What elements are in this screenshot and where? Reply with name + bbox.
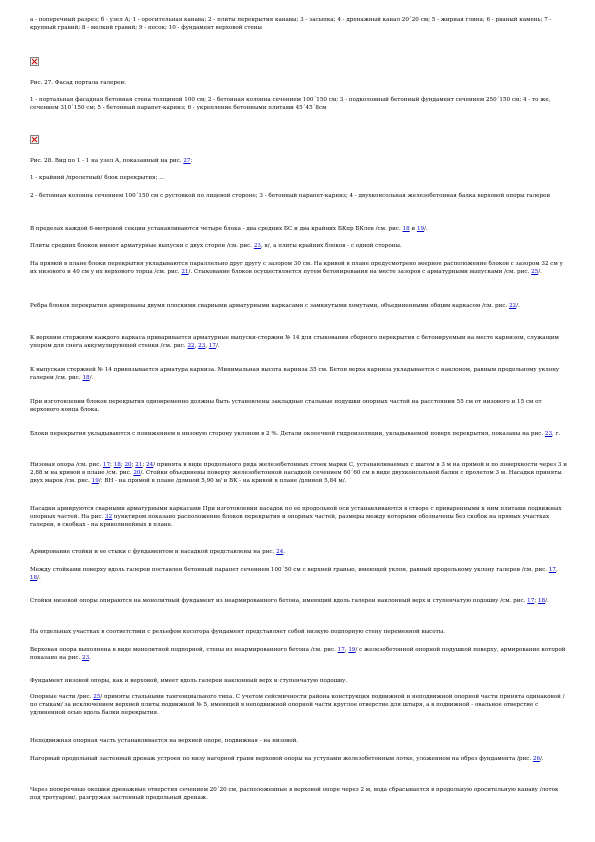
broken-image-icon (30, 57, 39, 66)
figure-reference-link[interactable]: 22 (187, 343, 195, 349)
figure-reference-link[interactable]: 20 (124, 462, 132, 468)
paragraph (30, 566, 570, 582)
figure-reference-link[interactable]: 18 (113, 462, 121, 468)
paragraph-text: , (344, 647, 349, 653)
figure-reference-link[interactable]: 24 (146, 462, 154, 468)
figure-reference-link[interactable]: 25 (531, 269, 539, 275)
paragraph (30, 302, 570, 310)
paragraph-text: Стойки низовой опоры опираются на монолитный фундамент из неармированного бетона, имеющий вдоль галереи наклонный верх и ступенчатую подошву /см. рис. (30, 598, 528, 604)
figure-reference-link[interactable]: 17 (102, 462, 111, 468)
paragraph-text: Верховая опора выполнена в виде монолитной подпорной, стены из неармированного бетона /см. рис. (30, 647, 338, 653)
paragraph-text: На отдельных участках в соответствии с рельефом косогора фундамент представляет собой низкую подпорную стену переменной высоты. (30, 629, 445, 635)
paragraph-text: При изготовлении блоков перекрытия одновременно должны быть установлены закладные стальные подушки опорных частей на расстоянии 55 см от низового и 15 см от верхового конца блока. (30, 399, 542, 413)
figure-reference-link[interactable]: 21 (135, 462, 143, 468)
paragraph-text: / принята в виде продольного ряда железобетонных стоек марки С, устанавливаемых с шагом в 3 м на прямой и по поверхности через 3 и 2,88 м на кривой в плане /см. рис. (30, 462, 567, 476)
figure-reference-link[interactable]: 17 (548, 567, 556, 573)
paragraph (30, 16, 570, 32)
paragraph (30, 693, 570, 717)
paragraph-text: Блоки перекрытия укладываются с понижением в низовую сторону уклоном в 2 %. Детали оклеечной гидроизоляции, укладываемой поверх перекрытия, показаны на рис. (30, 431, 545, 437)
paragraph-text: Опорные части /рис. (30, 694, 94, 700)
figure-reference-link[interactable]: 25 (93, 694, 101, 700)
paragraph (30, 260, 570, 276)
paragraph-text: /. Стойки объединены поверху железобетонной насадкой сечением 60´60 см в виде двухконсольной балки с пролетом 3 м. Насадки приняты двух марок /см. рис. (30, 470, 562, 484)
paragraph (30, 461, 570, 485)
figure-reference-link[interactable]: 22 (508, 303, 517, 309)
paragraph-text: / с железобетонной опорной подушкой поверху, армирование которой показано на рис. (30, 647, 566, 661)
paragraph-text: : (190, 158, 193, 164)
paragraph-text: /. Стыкование блоков осуществляется путем бетонирования на месте зазоров с арматурными выпусками /см. рис. (188, 269, 532, 275)
paragraph-text: ; (131, 462, 136, 468)
figure-reference-link[interactable]: 17 (337, 647, 345, 653)
paragraph-text: 1 - портальная фасадная бетонная стена толщиной 100 см; 2 - бетонная колонна сечением 100´150 см; 3 - подколонный бетонный фундамент сечением 250´150 см; 4 - то же, сечением 310´150 см; 5 - бетонный парапет-карниз; 6 - укрепление бетонными плитами 45´45´8см (30, 97, 551, 111)
figure-reference-link[interactable]: 18 (82, 375, 90, 381)
paragraph-text: ; (534, 598, 538, 604)
figure-reference-link[interactable]: 18 (537, 598, 546, 604)
paragraph-text: ; (120, 462, 125, 468)
paragraph-text: , (194, 343, 199, 349)
paragraph-text: К выпускам стержней № 14 привязывается арматура карниза. Минимальная высота карниза 35 см. Бетон верха карниза укладывается с наклоном, равным продольному уклону галереи /см. рис. (30, 367, 560, 381)
paragraph-text: Низовая опора /см. рис. (30, 462, 103, 468)
paragraph-text: Ребра блоков перекрытия армированы двумя плоскими сварными арматурными каркасами с замкнутыми хомутами, объединенными общим каркасом /см. рис. (30, 303, 509, 309)
paragraph (30, 398, 570, 414)
paragraph-text: пунктиром показано расположение блоков перекрытия и опорных частей, размеры между которыми обозначены без скобок на прямых участках галереи, в скобках - на криволинейных в плане. (30, 514, 550, 528)
figure-reference-link[interactable]: 19 (348, 647, 356, 653)
paragraph-text: Между стойками поверху вдоль галереи поставлен бетонный парапет сечением 100´50 см с верхней гранью, имеющей уклон, равный продольному уклону галереи /см. рис. (30, 567, 549, 573)
paragraph-text: Рис. 28. Вид по 1 - 1 на узел А, показанный на рис. (30, 158, 184, 164)
paragraph (30, 737, 570, 745)
figure-reference-link[interactable]: 27 (183, 158, 191, 164)
figure-reference-link[interactable]: 24 (276, 549, 284, 555)
paragraph-text: Насадки армируются сварными арматурными каркасами При изготовлении насадок по ее продольной оси устанавливаются в створе с приваренными к ним плитами подвижных опорных частей. На рис. (30, 506, 562, 520)
paragraph (30, 366, 570, 382)
figure-reference-link[interactable]: 21 (181, 269, 189, 275)
paragraph (30, 242, 570, 250)
paragraph-text: /. (538, 269, 542, 275)
paragraph-text: Армирование стойки и ее стыки с фундаментом и насадкой представлены на рис. (30, 549, 277, 555)
paragraph-text: /. (545, 598, 549, 604)
figure-reference-link[interactable]: 23 (253, 243, 261, 249)
paragraph (30, 334, 570, 350)
paragraph-text: /. (516, 303, 520, 309)
paragraph-text: /. (89, 375, 94, 381)
paragraph (30, 96, 570, 112)
figure-reference-link[interactable]: 32 (105, 514, 113, 520)
paragraph-text: /. (215, 343, 220, 349)
paragraph-text: /: ВН - на прямой в плане /длиной 5,90 м/ и ВК - на кривой в плане /длиной 5,84 м/. (98, 478, 347, 484)
figure-reference-link[interactable]: 19 (416, 226, 425, 232)
paragraph-text: Плиты средних блоков имеют арматурные выпуски с двух сторон /см. рис. (30, 243, 254, 249)
paragraph-text: / приняты стальными тангенциального типа. С учетом сейсмичности района конструкция подвижной и неподвижной опорной части принята одинаковой /по стыкам/ за исключением верхней плиты подвижной № 5, имеющей в неподвижной опорной части круглое отверстие для штыря, а в подвижной - овальное отверстие с удлиненной осью вдоль балки перекрытия. (30, 694, 565, 716)
figure-reference-link[interactable]: 26 (532, 756, 541, 762)
paragraph-text: ; (110, 462, 114, 468)
paragraph (30, 628, 570, 636)
paragraph (30, 225, 570, 233)
paragraph-text: На прямой в плане блоки перекрытия укладываются параллельно друг другу с зазором 30 см. На кривой в плане предусмотрено веерное расположение блоков с зазором 32 см у их низового и 40 см у их верхового торца /см. рис. (30, 261, 563, 275)
paragraph-text: 1 - крайний /пролетный/ блок перекрытия; ... (30, 175, 165, 181)
paragraph-text: ; (142, 462, 147, 468)
figure-reference-link[interactable]: 18 (402, 226, 410, 232)
paragraph (30, 505, 570, 529)
figure-reference-link[interactable]: 19 (91, 478, 99, 484)
paragraph-text: /. (37, 575, 41, 581)
paragraph (30, 677, 570, 685)
broken-image-icon (30, 135, 39, 144)
paragraph (30, 755, 570, 763)
figure-reference-link[interactable]: 23 (544, 431, 553, 437)
paragraph-text: К верхним стержням каждого каркаса приваривается арматурные выпуски-стержни № 14 для стыкования сборного перекрытия с бетонируемым на месте карнизом, служащим упором для снега аккумулирующей стенки /см. рис. (30, 335, 559, 349)
paragraph-text: /. (540, 756, 544, 762)
paragraph-text: . (283, 549, 286, 555)
paragraph (30, 646, 570, 662)
paragraph-text: , в/, а плиты крайних блоков - с одной стороны. (260, 243, 402, 249)
paragraph-text: Фундамент низовой опоры, как и верховой, имеет вдоль галереи наклонный верх и ступенчатую подошву. (30, 678, 348, 684)
paragraph (30, 174, 570, 182)
paragraph-text: 2 - бетонная колонна сечением 100´150 см с рустовкой по лицевой стороне; 3 - бетонный парапет-карниз; 4 - двухконсольная железобетонная балка верховой опоры галереи (30, 193, 551, 199)
paragraph-text: и (409, 226, 417, 232)
figure-reference-link[interactable]: 18 (30, 575, 38, 581)
figure-caption (30, 79, 570, 87)
figure-reference-link[interactable]: 23 (82, 655, 90, 661)
paragraph-text: а - поперечный разрез; б - узел А; 1 - оросительная канава; 2 - плиты перекрытия канавы; 3 - засыпка; 4 - дренажный канал 20´20 см; 5 - жирная глина; 6 - рваный камень; 7 - крупный гравий; 8 - мелкий гравий; 9 - песок; 10 - фундамент верховой стены (30, 17, 552, 31)
paragraph-text: , (205, 343, 209, 349)
paragraph-text: . (89, 655, 91, 661)
paragraph-text: Через поперечные окошки дренажные отверстия сечением 20´20 см, расположенные в верховой опоре через 2 м, вода сбрасывается в продольную оросительную канаву /лоток под тротуаром/, разгружая застенный продольный дренаж. (30, 787, 559, 801)
paragraph-text: Неподвижная опорная часть устанавливается на верхней опоре, подвижная - на низовой. (30, 738, 299, 744)
paragraph (30, 597, 570, 605)
paragraph-text: , г. (552, 431, 561, 437)
paragraph (30, 548, 570, 556)
paragraph-text: Нагорный продольный застенный дренаж устроен по низу нагорной грани верховой опоры на уступами железобетонным лотке, уложенном на обрез фундамента /рис. (30, 756, 533, 762)
figure-reference-link[interactable]: 23 (198, 343, 206, 349)
figure-reference-link[interactable]: 17 (527, 598, 535, 604)
figure-reference-link[interactable]: 17 (208, 343, 216, 349)
paragraph-text: /. (424, 226, 428, 232)
paragraph (30, 192, 570, 200)
paragraph-text: , (555, 567, 558, 573)
paragraph (30, 786, 570, 802)
figure-caption (30, 157, 570, 165)
paragraph-text: В пределах каждой 6-метровой секции устанавливаются четыре блока - два средних БС и два крайних БКпр БКлев /см. рис. (30, 226, 403, 232)
figure-reference-link[interactable]: 20 (133, 470, 141, 476)
paragraph (30, 430, 570, 438)
paragraph-text: Рис. 27. Фасад портала галереи: (30, 80, 126, 86)
